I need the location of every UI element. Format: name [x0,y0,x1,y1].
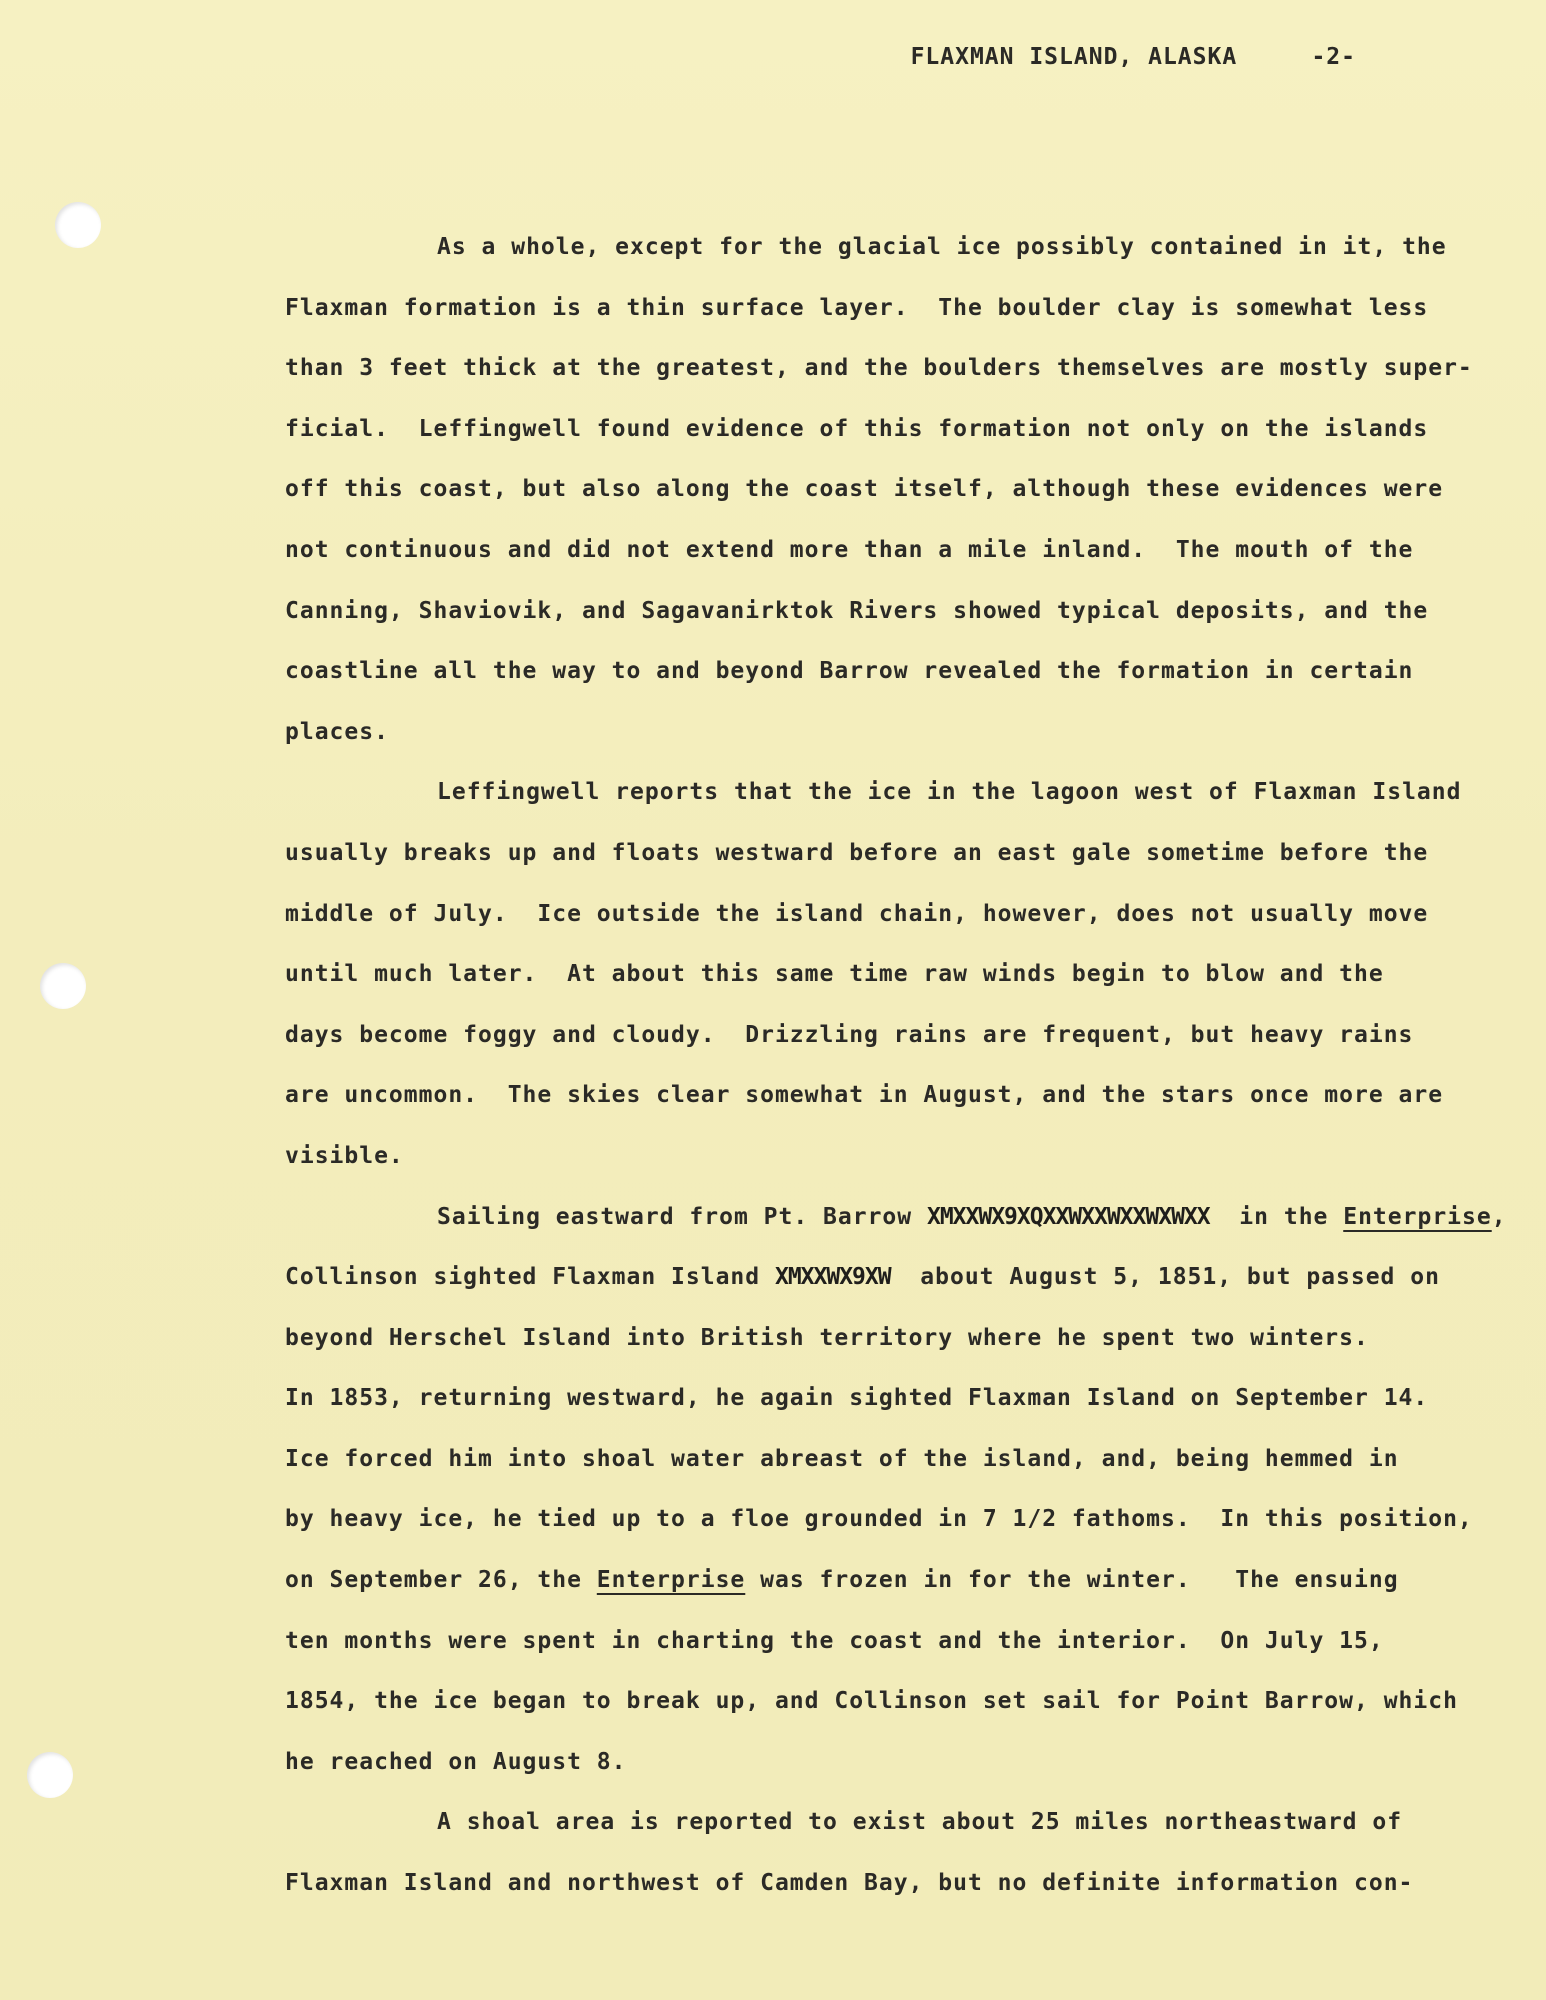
text-line: he reached on August 8. [285,1748,627,1775]
text-line: Leffingwell reports that the ice in the lagoon west of Flaxman Island [437,779,1462,806]
text-line: ten months were spent in charting the coast and the interior. On July 15, [285,1627,1384,1654]
binder-hole-bottom [27,1752,73,1798]
text-line: middle of July. Ice outside the island chain, however, does not usually move [285,900,1429,927]
header-title: FLAXMAN ISLAND, ALASKA [910,44,1238,70]
text-segment: in the [1209,1203,1344,1230]
text-line: Ice forced him into shoal water abreast of the island, and, being hemmed in [285,1445,1399,1472]
text-segment: , [1491,1203,1507,1230]
text-line: usually breaks up and floats westward before an east gale sometime before the [285,839,1429,866]
page-header [911,44,1356,70]
text-line: places. [285,718,389,745]
text-line: A shoal area is reported to exist about 25 miles northeastward of [437,1809,1403,1836]
text-line: by heavy ice, he tied up to a floe grounded in 7 1/2 fathoms. In this position, [285,1506,1473,1533]
text-line: not continuous and did not extend more than a mile inland. The mouth of the [285,536,1414,563]
text-line: until much later. At about this same time raw winds begin to blow and the [285,961,1384,988]
page-number: -2- [1311,44,1356,70]
struck-out-text: XMXXWX9XQXXWXXWXXWXWXX [926,1203,1210,1230]
text-line: coastline all the way to and beyond Barrow revealed the formation in certain [285,658,1414,685]
text-line: As a whole, except for the glacial ice possibly contained in it, the [437,234,1447,260]
binder-hole-top [55,202,101,248]
text-line [285,1550,1515,1611]
text-line: visible. [285,1142,404,1169]
text-line: ficial. Leffingwell found evidence of this formation not only on the islands [285,415,1429,442]
ship-name: Enterprise [1343,1203,1492,1230]
document-body [285,217,1515,1914]
text-line: Canning, Shaviovik, and Sagavanirktok Rivers showed typical deposits, and the [285,597,1429,624]
text-segment: Collinson sighted Flaxman Island [285,1264,775,1291]
text-line: 1854, the ice began to break up, and Collinson set sail for Point Barrow, which [285,1688,1458,1715]
text-segment: on September 26, the [285,1567,597,1594]
text-segment: was frozen in for the winter. The ensuing [745,1567,1399,1594]
text-line: are uncommon. The skies clear somewhat in August, and the stars once more are [285,1082,1444,1109]
text-line: Flaxman formation is a thin surface layer. The boulder clay is somewhat less [285,294,1429,321]
struck-out-text: XMXXWX9XW [774,1264,891,1291]
text-line [285,1247,1515,1308]
text-line: In 1853, returning westward, he again sighted Flaxman Island on September 14. [285,1385,1429,1412]
text-line: Flaxman Island and northwest of Camden Bay, but no definite information con- [285,1870,1414,1897]
text-line [285,1187,1515,1248]
ship-name: Enterprise [596,1567,746,1594]
text-line: off this coast, but also along the coast itself, although these evidences were [285,476,1444,503]
text-segment: Sailing eastward from Pt. Barrow [437,1203,927,1230]
text-line: days become foggy and cloudy. Drizzling rains are frequent, but heavy rains [285,1021,1414,1048]
text-line: beyond Herschel Island into British territory where he spent two winters. [285,1324,1369,1351]
text-segment: about August 5, 1851, but passed on [890,1264,1440,1291]
text-line: than 3 feet thick at the greatest, and the boulders themselves are mostly super- [285,355,1473,382]
binder-hole-middle [40,963,86,1009]
